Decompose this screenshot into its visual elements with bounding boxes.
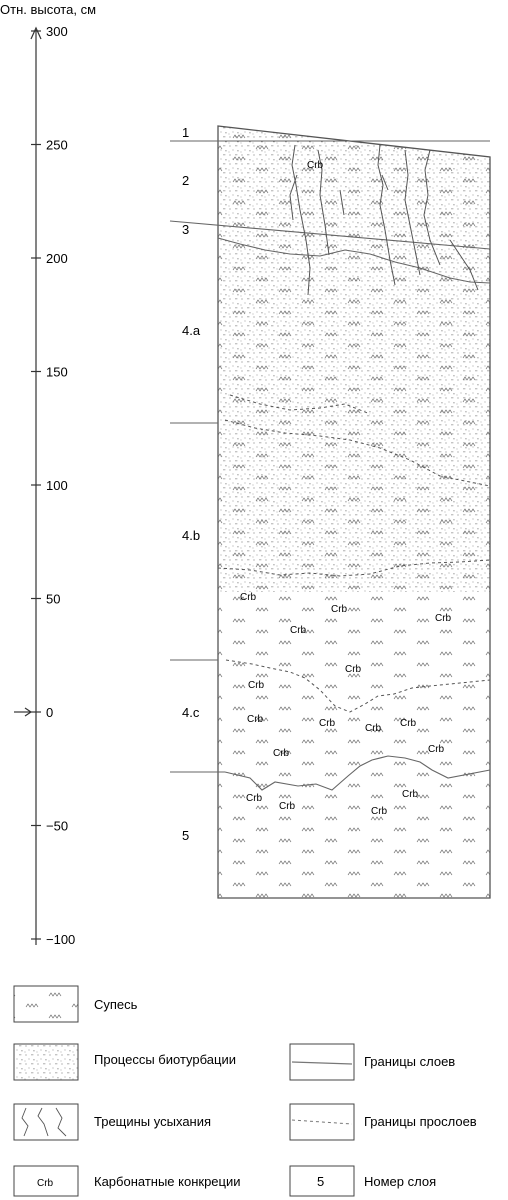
legend-sandy-loam-swatch — [14, 986, 78, 1022]
carbonate-concretion-label: Crb — [428, 744, 445, 755]
stratigraphic-column — [170, 125, 490, 898]
axis-tick-label: −50 — [46, 818, 69, 834]
legend-sandy-loam-label: Супесь — [94, 997, 138, 1012]
carbonate-concretion-label: Crb — [290, 625, 307, 636]
legend-concretions-label: Карбонатные конкреции — [94, 1174, 241, 1189]
height-axis — [0, 2, 96, 947]
carbonate-concretion-label: Crb — [331, 604, 348, 615]
axis-tick-label: 200 — [46, 251, 68, 266]
reference-arrow — [14, 708, 31, 716]
layer-label-1: 1 — [182, 125, 190, 140]
axis-tick-label: 150 — [46, 364, 68, 380]
carbonate-concretion-label: Crb — [246, 793, 263, 804]
carbonate-concretion-label: Crb — [319, 718, 336, 729]
legend-concretions-symbol: Crb — [37, 1178, 54, 1189]
legend-cracks-label: Трещины усыхания — [94, 1114, 212, 1129]
axis-tick-label: 100 — [46, 478, 68, 493]
axis-tick-label: 300 — [46, 24, 68, 39]
carbonate-concretion-label: Crb — [371, 806, 388, 817]
layer-label-4c: 4.c — [182, 705, 200, 720]
legend-sublayer-boundary-line — [292, 1120, 352, 1124]
legend-bioturbation-swatch — [14, 1044, 78, 1080]
legend-layer-number-symbol: 5 — [317, 1174, 325, 1189]
carbonate-concretion-label: Crb — [248, 680, 265, 691]
layer-label-5: 5 — [182, 828, 190, 843]
legend-layer-boundary-line — [292, 1062, 352, 1064]
layer-label-4b: 4.b — [182, 528, 201, 543]
axis-tick-label: −100 — [46, 932, 76, 947]
carbonate-concretion-label: Crb — [345, 664, 362, 675]
carbonate-concretion-label: Crb — [402, 789, 419, 800]
carbonate-concretion-label: Crb — [273, 748, 290, 759]
legend-layer-number-label: Номер слоя — [364, 1174, 437, 1189]
carbonate-concretion-label: Crb — [400, 718, 417, 729]
carbonate-concretion-label: Crb — [435, 613, 452, 624]
layer-label-3: 3 — [182, 222, 190, 237]
legend-bioturbation-label: Процессы биотурбации — [94, 1052, 236, 1067]
axis-tick-label: 50 — [46, 591, 61, 607]
axis-tick-label: 250 — [46, 137, 68, 153]
axis-title: Отн. высота, см — [0, 2, 97, 17]
legend-crack-icon — [22, 1108, 66, 1136]
carbonate-concretion-label: Crb — [240, 592, 257, 603]
carbonate-concretion-label: Crb — [247, 714, 264, 725]
legend-layer-boundaries-label: Границы слоев — [364, 1054, 456, 1069]
legend-sublayer-boundaries-label: Границы прослоев — [364, 1114, 477, 1129]
axis-tick-label: 0 — [46, 705, 54, 720]
carbonate-concretion-label: Crb — [365, 723, 382, 734]
legend — [14, 986, 477, 1196]
carbonate-concretion-label: Crb — [307, 160, 324, 171]
legend-cracks-swatch — [14, 1104, 78, 1140]
layer-label-2: 2 — [182, 173, 190, 188]
layer-label-4a: 4.a — [182, 323, 201, 338]
carbonate-concretion-label: Crb — [279, 801, 296, 812]
sandy-loam-fill — [218, 126, 490, 898]
